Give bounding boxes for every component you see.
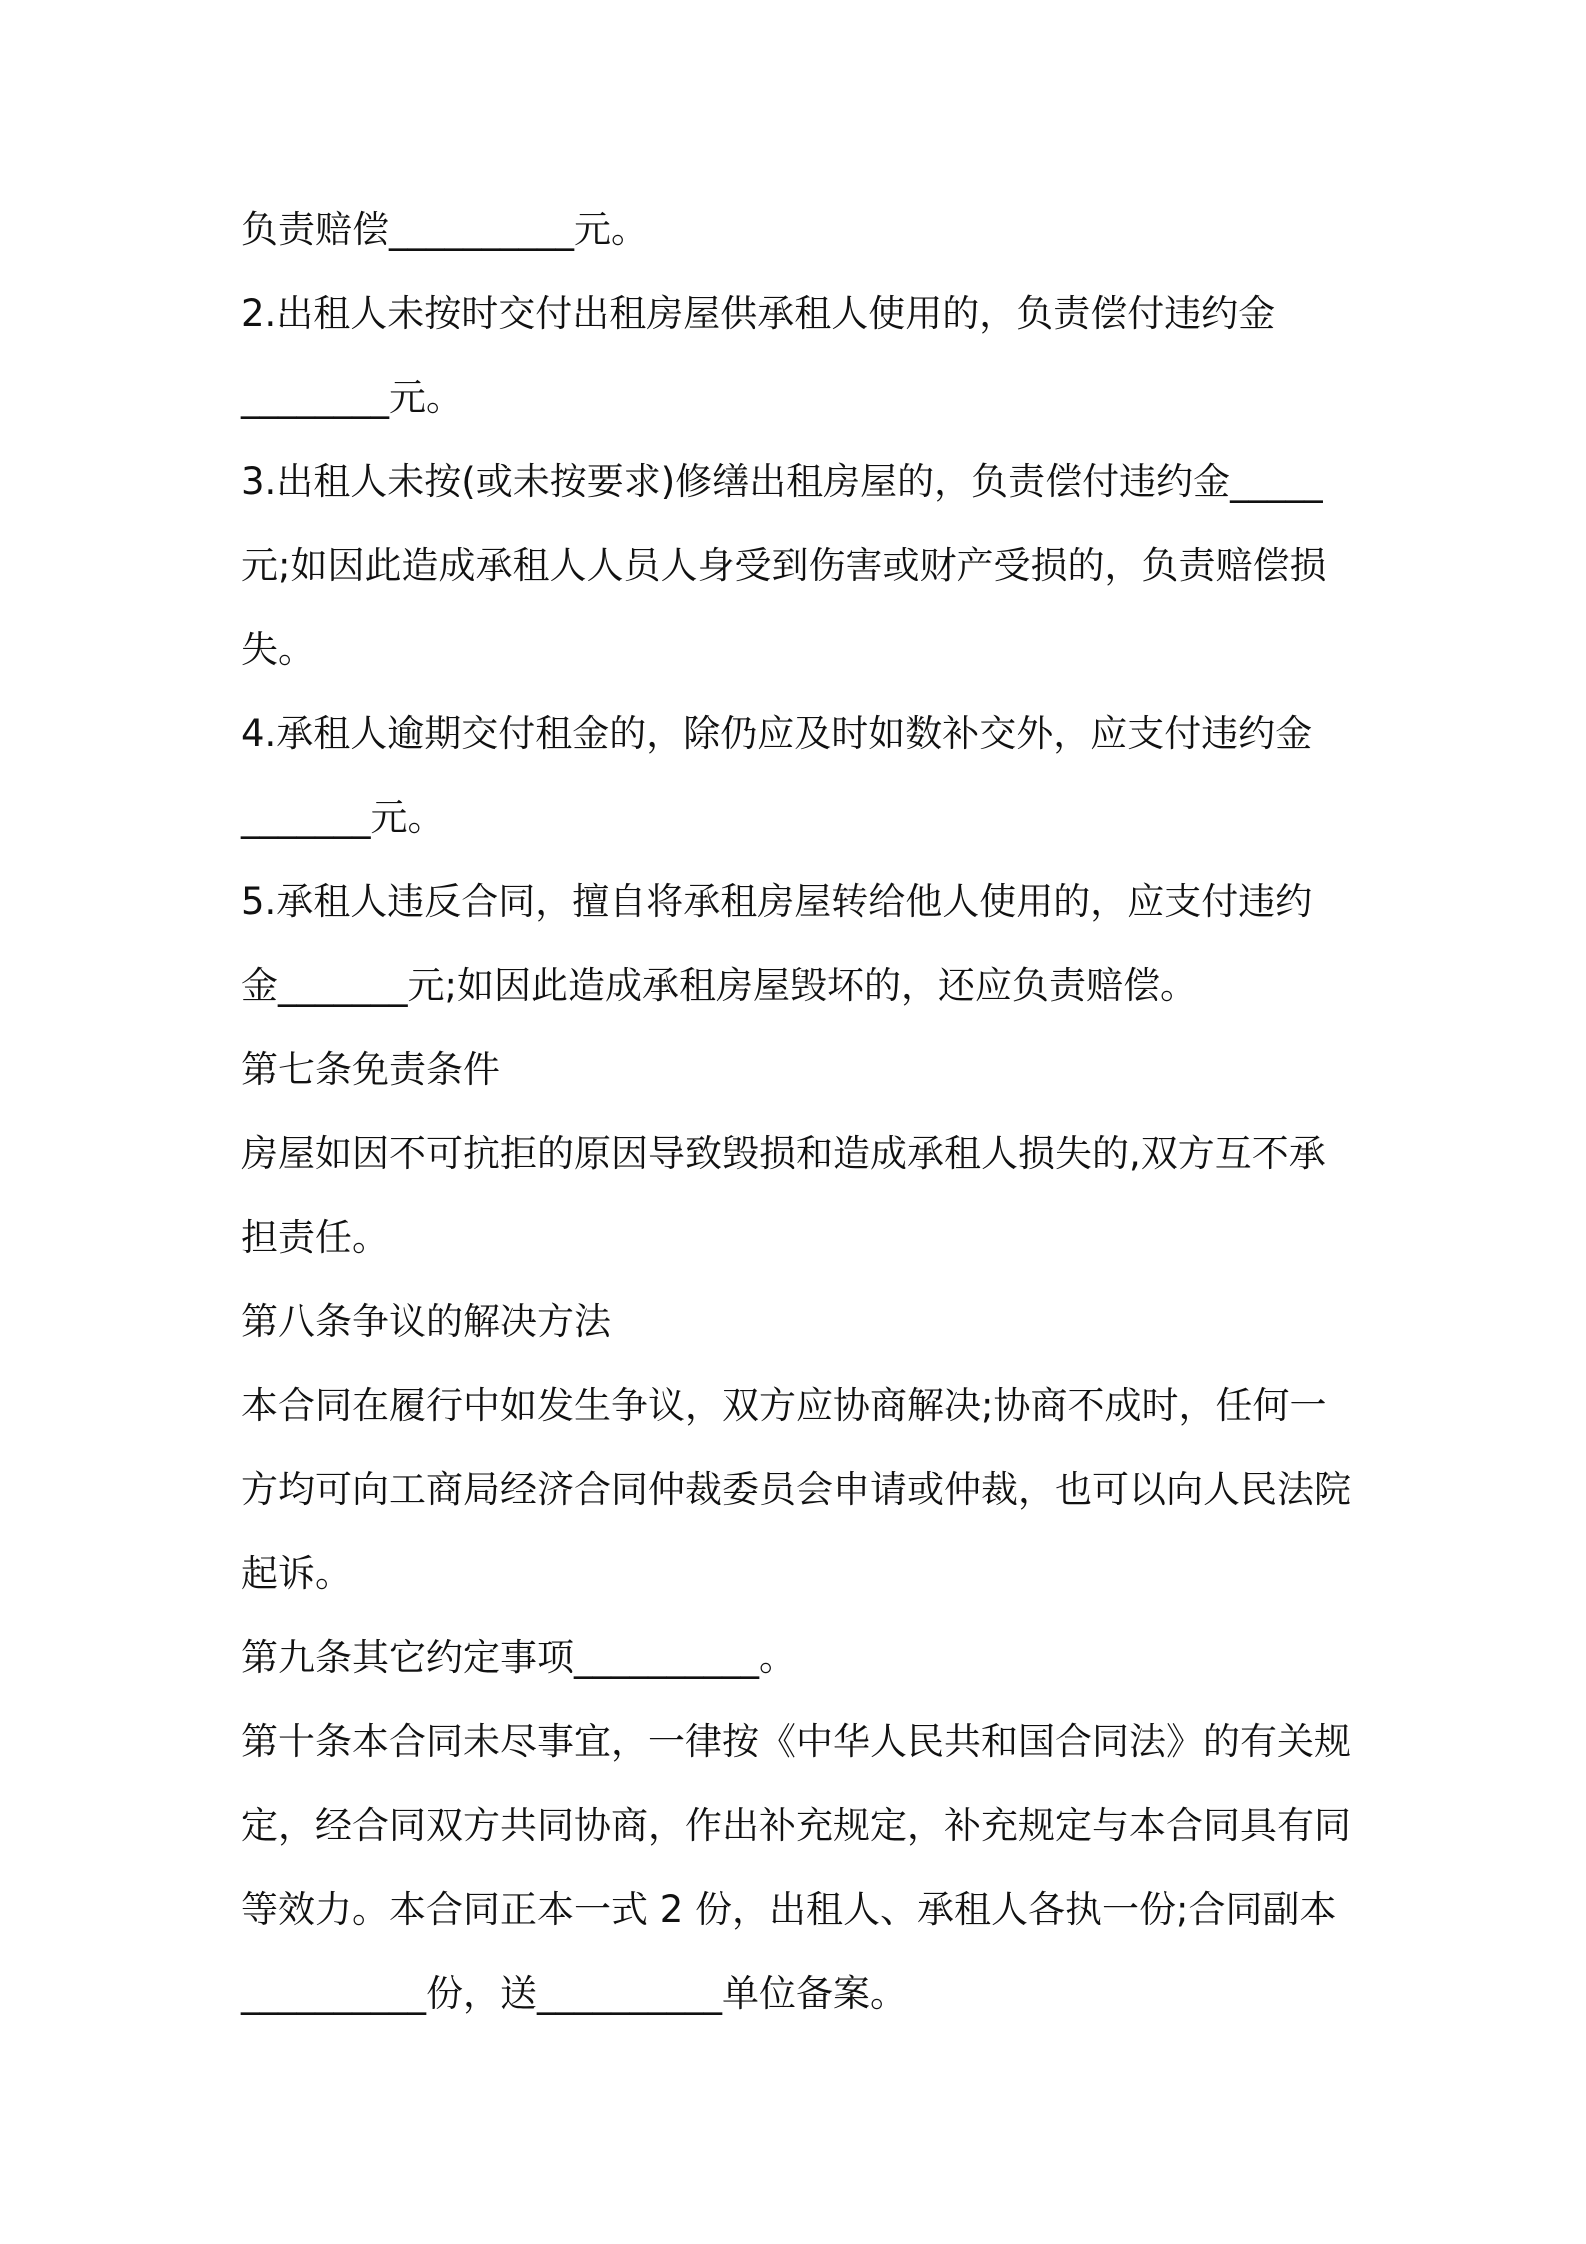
text-line: 第十条本合同未尽事宜，一律按《中华人民共和国合同法》的有关规 (241, 1720, 1351, 1763)
text-line: 负责赔偿__________元。 (241, 208, 648, 251)
text-line: 元;如因此造成承租人人员人身受到伤害或财产受损的，负责赔偿损 (241, 544, 1327, 587)
text-line: 失。 (241, 628, 315, 671)
text-line: 定，经合同双方共同协商，作出补充规定，补充规定与本合同具有同 (241, 1804, 1351, 1847)
text-line: 金_______元;如因此造成承租房屋毁坏的，还应负责赔偿。 (241, 964, 1197, 1007)
section-heading: 第七条免责条件 (241, 1048, 500, 1091)
text-line: 4.承租人逾期交付租金的，除仍应及时如数补交外，应支付违约金 (241, 712, 1313, 755)
section-heading: 第八条争议的解决方法 (241, 1300, 611, 1343)
text-line: 担责任。 (241, 1216, 389, 1259)
text-line: 起诉。 (241, 1552, 352, 1595)
text-line: ________元。 (241, 376, 463, 419)
text-line: 房屋如因不可抗拒的原因导致毁损和造成承租人损失的,双方互不承 (241, 1132, 1326, 1175)
text-line: 5.承租人违反合同，擅自将承租房屋转给他人使用的，应支付违约 (241, 880, 1313, 923)
text-line: 2.出租人未按时交付出租房屋供承租人使用的，负责偿付违约金 (241, 292, 1276, 335)
section-heading: 第九条其它约定事项__________。 (241, 1636, 796, 1679)
text-line: 本合同在履行中如发生争议，双方应协商解决;协商不成时，任何一 (241, 1384, 1327, 1427)
text-line: 等效力。本合同正本一式 2 份，出租人、承租人各执一份;合同副本 (241, 1888, 1337, 1931)
text-line: 3.出租人未按(或未按要求)修缮出租房屋的，负责偿付违约金_____ (241, 460, 1323, 503)
text-line: __________份，送__________单位备案。 (241, 1972, 907, 2015)
text-line: _______元。 (241, 796, 445, 839)
text-line: 方均可向工商局经济合同仲裁委员会申请或仲裁，也可以向人民法院 (241, 1468, 1351, 1511)
